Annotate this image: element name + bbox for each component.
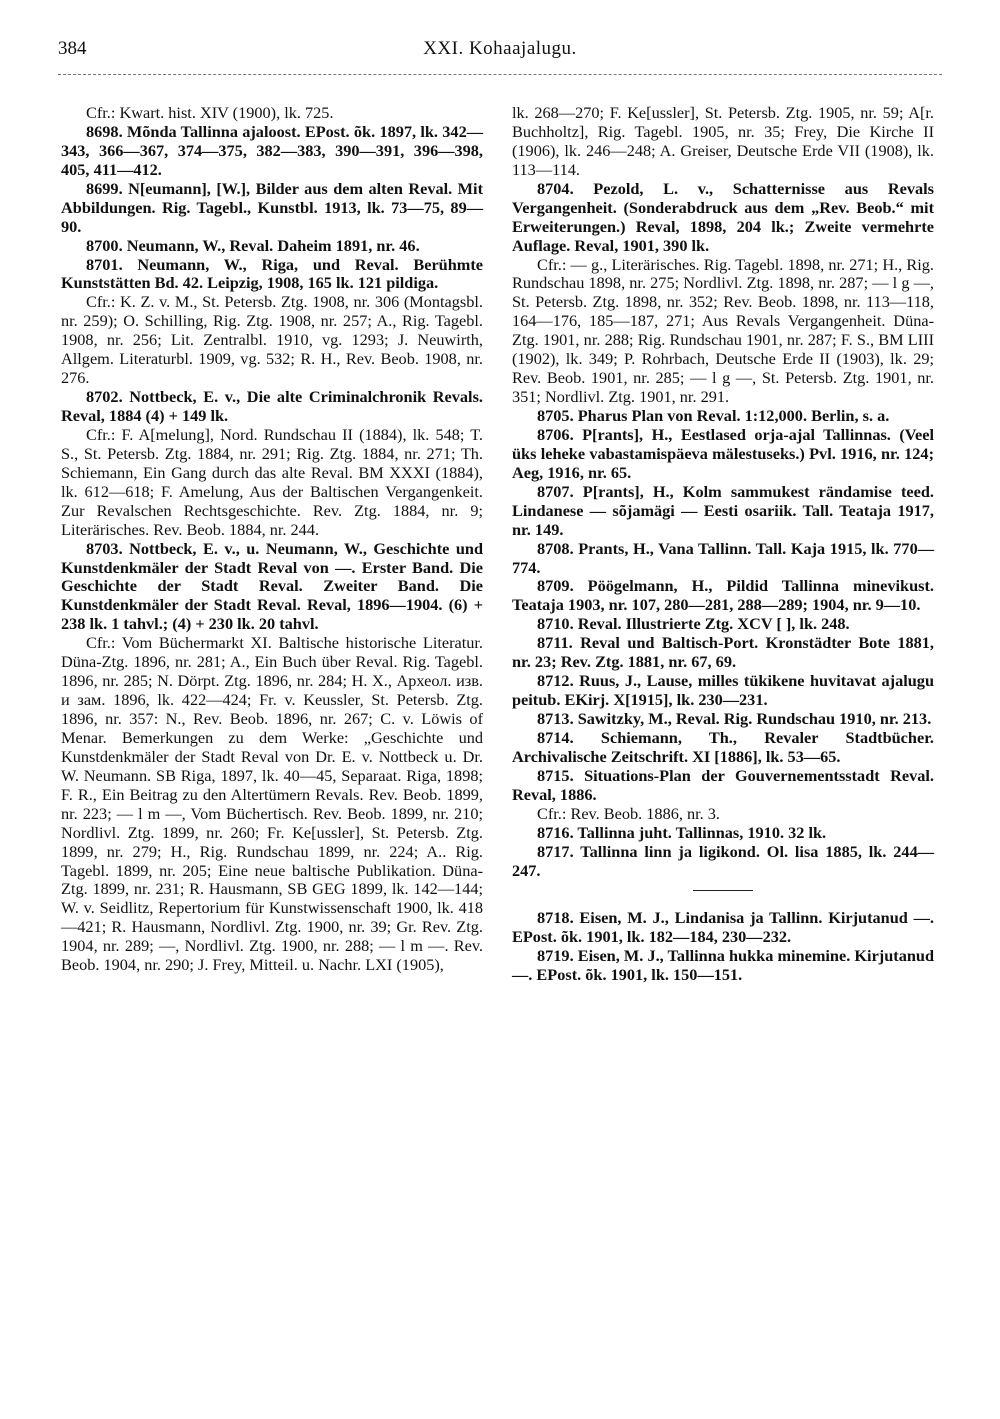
bibliography-entry: 8709. Pöögelmann, H., Pildid Tallinna minevikust. Teataja 1903, nr. 107, 280—281, 288—289; 1904, nr. 9—10.	[512, 576, 934, 615]
bibliography-entry: 8716. Tallinna juht. Tallinnas, 1910. 32 lk.	[537, 822, 827, 842]
bibliography-entry: 8703. Nottbeck, E. v., u. Neumann, W., Geschichte und Kunstdenkmäler der Stadt Reval von —. Erster Band. Die Geschichte der Stadt Reval. Zweiter Band. Die Kunstdenkmäler der Stadt Reval. Reval, 1896—1904. (6) + 238 lk. 1 tahvl.; (4) + 230 lk. 20 tahvl.	[61, 538, 483, 634]
page-header	[58, 38, 942, 68]
review-citations: Cfr.: K. Z. v. M., St. Petersb. Ztg. 1908, nr. 306 (Montagsbl. nr. 259); O. Schilling, Rig. Ztg. 1908, nr. 257; A., Rig. Tagebl. 1908, nr. 256; Lit. Zentralbl. 1910, vg. 1293; J. Neuwirth, Allgem. Literaturbl. 1909, vg. 532; R. H., Rev. Beob. 1908, nr. 276.	[61, 292, 483, 388]
bibliography-entry: 8715. Situations-Plan der Gouvernementsstadt Reval. Reval, 1886.	[512, 765, 934, 804]
bibliography-entry: 8710. Reval. Illustrierte Ztg. XCV [ ], lk. 248.	[537, 614, 850, 634]
bibliography-entry: 8700. Neumann, W., Reval. Daheim 1891, nr. 46.	[86, 235, 420, 255]
bibliography-entry: 8698. Mõnda Tallinna ajaloost. EPost. õk. 1897, lk. 342—343, 366—367, 374—375, 382—383, 390—391, 396—398, 405, 411—412.	[61, 121, 483, 179]
bibliography-entry: 8719. Eisen, M. J., Tallinna hukka minemine. Kirjutanud —. EPost. õk. 1901, lk. 150—151.	[512, 946, 934, 985]
bibliography-entry: 8699. N[eumann], [W.], Bilder aus dem alten Reval. Mit Abbildungen. Rig. Tagebl., Kunstbl. 1913, lk. 73—75, 89—90.	[61, 178, 483, 236]
review-citations: Cfr.: — g., Literärisches. Rig. Tagebl. 1898, nr. 271; H., Rig. Rundschau 1898, nr. 275; Nordlivl. Ztg. 1898, nr. 287; — l g —, St. Petersb. Ztg. 1898, nr. 352; Rev. Beob. 1898, nr. 113—118, 164—176, 185—187, 271; Aus Revals Vergangenheit. Düna-Ztg. 1901, nr. 288; Rig. Rundschau 1901, nr. 287; F. S., BM LIII (1902), lk. 349; P. Rohrbach, Deutsche Erde II (1903), lk. 29; Rev. Beob. 1901, nr. 285; — l g —, St. Petersb. Ztg. 1901, nr. 351; Nordlivl. Ztg. 1901, nr. 291.	[512, 254, 934, 407]
bibliography-entry: Cfr.: Kwart. hist. XIV (1900), lk. 725.	[86, 103, 334, 122]
bibliography-entry: 8714. Schiemann, Th., Revaler Stadtbücher. Archivalische Zeitschrift. XI [1886], lk. 53—65.	[512, 727, 934, 766]
bibliography-entry: 8705. Pharus Plan von Reval. 1:12,000. Berlin, s. a.	[537, 406, 890, 425]
header-divider	[58, 74, 942, 75]
bibliography-entry: 8713. Sawitzky, M., Reval. Rig. Rundschau 1910, nr. 213.	[537, 709, 932, 728]
bibliography-entry: 8704. Pezold, L. v., Schatternisse aus Revals Vergangenheit. (Sonderabdruck aus dem „Rev. Beob.“ mit Erweiterungen.) Reval, 1898, 204 lk.; Zweite vermehrte Auflage. Reval, 1901, 390 lk.	[512, 178, 934, 255]
bibliography-entry: 8707. P[rants], H., Kolm sammukest rändamise teed. Lindanese — sõjamägi — Eesti osariik. Tall. Teataja 1917, nr. 149.	[512, 481, 934, 539]
bibliography-entry: 8706. P[rants], H., Eestlased orja-ajal Tallinnas. (Veel üks leheke vabastamispäeva mälestuseks.) Pvl. 1916, nr. 124; Aeg, 1916, nr. 65.	[512, 424, 934, 482]
section-divider	[693, 890, 753, 891]
review-citations: Cfr.: F. A[melung], Nord. Rundschau II (1884), lk. 548; T. S., St. Petersb. Ztg. 1884, nr. 291; Rig. Ztg. 1884, nr. 271; Th. Schiemann, Ein Gang durch das alte Reval. BM XXXI (1884), lk. 612—618; F. Amelung, Aus der Baltischen Vergangenkeit. Zur Revalschen Rechtsgeschichte. Rev. Ztg. 1884, nr. 9; Literärisches. Rev. Beob. 1884, nr. 244.	[61, 424, 483, 539]
right-column	[512, 104, 934, 985]
page-number: 384	[58, 38, 87, 59]
bibliography-entry: 8702. Nottbeck, E. v., Die alte Criminalchronik Revals. Reval, 1884 (4) + 149 lk.	[61, 387, 483, 425]
bibliography-entry: 8718. Eisen, M. J., Lindanisa ja Tallinn. Kirjutanud —. EPost. õk. 1901, lk. 182—184, 230—232.	[512, 908, 934, 947]
review-citations-continued: lk. 268—270; F. Ke[ussler], St. Petersb. Ztg. 1905, nr. 59; A[r. Buchholtz], Rig. Tagebl. 1905, nr. 35; Frey, Die Kirche II (1906), lk. 246—248; A. Greiser, Deutsche Erde VII (1908), lk. 113—114.	[512, 103, 934, 179]
left-column	[61, 104, 483, 975]
bibliography-entry: 8712. Ruus, J., Lause, milles tükikene huvitavat ajalugu peitub. EKirj. X[1915], lk. 230—231.	[512, 671, 934, 710]
running-title: XXI. Kohaajalugu.	[423, 38, 577, 59]
bibliography-entry: 8711. Reval und Baltisch-Port. Kronstädter Bote 1881, nr. 23; Rev. Ztg. 1881, nr. 67, 69.	[512, 633, 934, 672]
bibliography-entry: 8701. Neumann, W., Riga, und Reval. Berühmte Kunststätten Bd. 42. Leipzig, 1908, 165 lk. 121 pildiga.	[61, 254, 483, 293]
review-citations: Cfr.: Vom Büchermarkt XI. Baltische historische Literatur. Düna-Ztg. 1896, nr. 281; A., Ein Buch über Reval. Rig. Tagebl. 1896, nr. 285; N. Dörpt. Ztg. 1896, nr. 284; H. X., Археол. изв. и зам. 1896, lk. 422—424; Fr. v. Keussler, St. Petersb. Ztg. 1896, nr. 357: N., Rev. Beob. 1896, nr. 267; C. v. Löwis of Menar. Bemerkungen zu dem Werke: „Geschichte und Kunstdenkmäler der Stadt Reval von Dr. E. v. Nottbeck u. Dr. W. Neumann. SB Riga, 1897, lk. 40—45, Separaat. Riga, 1898; F. R., Ein Beitrag zu den Altertümern Revals. Rev. Beob. 1899, nr. 223; — l m —, Vom Büchertisch. Rev. Beob. 1899, nr. 210; Nordlivl. Ztg. 1899, nr. 260; Fr. Ke[ussler], St. Petersb. Ztg. 1899, nr. 279; H., Rig. Rundschau 1899, nr. 224; A.. Rig. Tagebl. 1899, nr. 205; Eine neue baltische Publikation. Düna-Ztg. 1899, nr. 231; R. Hausmann, SB GEG 1899, lk. 142—144; W. v. Seidlitz, Repertorium für Kunstwissenschaft 1900, lk. 418—421; R. Hausmann, Nordlivl. Ztg. 1900, nr. 39; Gr. Rev. Ztg. 1904, nr. 289; —, Nordlivl. Ztg. 1900, nr. 288; — l m —. Rev. Beob. 1904, nr. 290; J. Frey, Mitteil. u. Nachr. LXI (1905),	[61, 633, 483, 975]
bibliography-entry: 8708. Prants, H., Vana Tallinn. Tall. Kaja 1915, lk. 770—774.	[512, 538, 934, 577]
review-citations: Cfr.: Rev. Beob. 1886, nr. 3.	[537, 803, 721, 823]
bibliography-entry: 8717. Tallinna linn ja ligikond. Ol. lisa 1885, lk. 244—247.	[512, 841, 934, 880]
